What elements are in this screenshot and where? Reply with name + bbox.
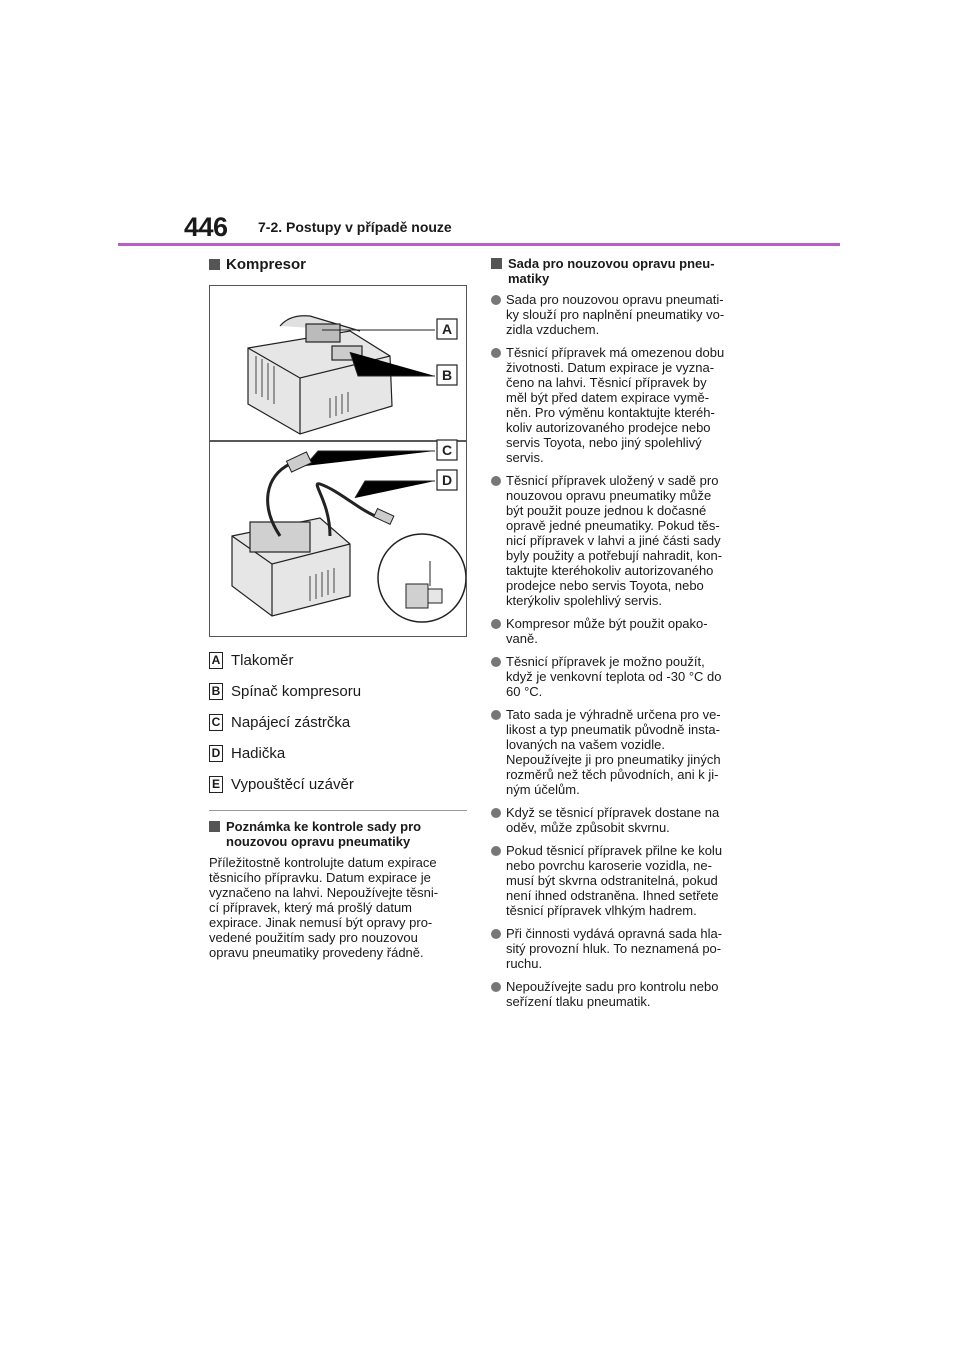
legend-text: Tlakoměr bbox=[231, 652, 294, 669]
list-item-text: Při činnosti vydává opravná sada hla- sitý provozní hluk. To neznamená po- ruchu. bbox=[506, 926, 723, 971]
list-item bbox=[491, 345, 751, 465]
list-item-text: Sada pro nouzovou opravu pneumati- ky slouží pro naplnění pneumatiky vo- zidla vzduchem. bbox=[506, 292, 725, 337]
legend-letter: E bbox=[209, 776, 223, 793]
bullet-dot-icon bbox=[491, 295, 501, 305]
list-item bbox=[491, 473, 751, 608]
legend-letter: B bbox=[209, 683, 223, 700]
legend-letter: D bbox=[209, 745, 223, 762]
legend-text: Spínač kompresoru bbox=[231, 683, 362, 700]
square-bullet-icon bbox=[209, 259, 220, 270]
legend-list bbox=[209, 645, 469, 800]
page-number: 446 bbox=[184, 212, 228, 242]
figure-label-a: A bbox=[441, 321, 453, 337]
header-rule bbox=[118, 243, 840, 246]
note-title-text: Poznámka ke kontrole sady pro nouzovou opravu pneumatiky bbox=[226, 819, 422, 849]
list-item-text: Kompresor může být použit opako- vaně. bbox=[506, 616, 708, 646]
figure-label-b: B bbox=[441, 367, 453, 383]
list-item bbox=[491, 654, 751, 699]
legend-text: Vypouštěcí uzávěr bbox=[231, 776, 354, 793]
bullet-dot-icon bbox=[491, 348, 501, 358]
legend-text: Napájecí zástrčka bbox=[231, 714, 351, 731]
square-bullet-icon bbox=[209, 821, 220, 832]
bullet-dot-icon bbox=[491, 476, 501, 486]
note-divider bbox=[209, 810, 467, 811]
list-item bbox=[491, 843, 751, 918]
note-text: Příležitostně kontrolujte datum expirace těsnicího přípravku. Datum expirace je vyznačeno na lahvi. Nepoužívejte těsni- cí přípravek, který má prošlý datum expirace. Jinak nemusí být opravy pro- vedené použitím sady pro nouzovou opravu pneumatiky provedeny řádně. bbox=[209, 855, 439, 960]
list-item-text: Nepoužívejte sadu pro kontrolu nebo seřízení tlaku pneumatik. bbox=[506, 979, 719, 1009]
list-item-text: Tato sada je výhradně určena pro ve- likost a typ pneumatik původně insta- lovaných na vašem vozidle. Nepoužívejte ji pro pneumatiky jiných rozměrů než těch původních, ani k ji- ným účelům. bbox=[506, 707, 721, 797]
list-item bbox=[491, 616, 751, 646]
list-item bbox=[491, 979, 751, 1009]
legend-item bbox=[209, 707, 469, 738]
figure-label-d: D bbox=[441, 472, 453, 488]
section-title-text: Sada pro nouzovou opravu pneu- matiky bbox=[508, 256, 715, 286]
legend-text: Hadička bbox=[231, 745, 286, 762]
legend-letter: A bbox=[209, 652, 223, 669]
bullet-list bbox=[491, 292, 751, 1009]
right-column bbox=[491, 256, 751, 1017]
bullet-dot-icon bbox=[491, 710, 501, 720]
figure-label-c: C bbox=[441, 442, 453, 458]
legend-letter: C bbox=[209, 714, 223, 731]
chapter-title: 7-2. Postupy v případě nouze bbox=[258, 219, 452, 235]
bullet-dot-icon bbox=[491, 846, 501, 856]
note-section bbox=[209, 819, 469, 960]
section-title-sada bbox=[491, 256, 751, 286]
bullet-dot-icon bbox=[491, 982, 501, 992]
list-item-text: Těsnicí přípravek má omezenou dobu životnosti. Datum expirace je vyzna- čeno na lahvi. Těsnicí přípravek by měl být před datem expirace vymě- něn. Pro výměnu kontaktujte kteréh- koliv autorizovaného prodejce nebo servis Toyota, nebo jiný spolehlivý servis. bbox=[506, 345, 725, 465]
list-item-text: Když se těsnicí přípravek dostane na oděv, může způsobit skvrnu. bbox=[506, 805, 720, 835]
bullet-dot-icon bbox=[491, 929, 501, 939]
legend-item bbox=[209, 738, 469, 769]
section-title-kompresor bbox=[209, 256, 469, 273]
legend-item bbox=[209, 769, 469, 800]
left-column bbox=[209, 256, 469, 960]
section-title-text: Kompresor bbox=[226, 256, 307, 273]
legend-item bbox=[209, 676, 469, 707]
list-item bbox=[491, 292, 751, 337]
compressor-illustration bbox=[209, 285, 467, 637]
note-title bbox=[209, 819, 469, 849]
square-bullet-icon bbox=[491, 258, 502, 269]
list-item-text: Těsnicí přípravek je možno použít, když je venkovní teplota od -30 °C do 60 °C. bbox=[506, 654, 722, 699]
bullet-dot-icon bbox=[491, 808, 501, 818]
list-item-text: Pokud těsnicí přípravek přilne ke kolu nebo povrchu karoserie vozidla, ne- musí být skvrna odstranitelná, pokud není ihned odstraněna. Ihned setřete těsnicí přípravek vlhkým hadrem. bbox=[506, 843, 723, 918]
list-item-text: Těsnicí přípravek uložený v sadě pro nouzovou opravu pneumatiky může být použit pouze jednou k dočasné opravě jedné pneumatiky. Pokud těs- nicí přípravek v lahvi a jiné části sady byly použity a potřebují nahradit, kon- taktujte kteréhokoliv autorizovaného prodejce nebo servis Toyota, nebo kterýkoliv spolehlivý servis. bbox=[506, 473, 723, 608]
list-item bbox=[491, 805, 751, 835]
list-item bbox=[491, 926, 751, 971]
bullet-dot-icon bbox=[491, 657, 501, 667]
bullet-dot-icon bbox=[491, 619, 501, 629]
legend-item bbox=[209, 645, 469, 676]
list-item bbox=[491, 707, 751, 797]
